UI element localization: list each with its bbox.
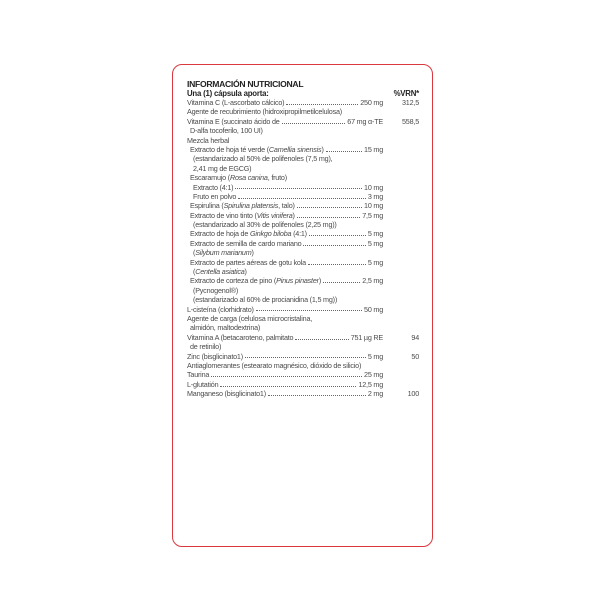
nutrient-row — [187, 380, 419, 389]
nutrient-amount: 15 mg — [364, 144, 383, 154]
nutrient-row — [187, 126, 419, 135]
nutrient-label: de retinilo) — [190, 342, 222, 352]
nutrition-title: INFORMACIÓN NUTRICIONAL — [187, 79, 304, 89]
nutrient-label: Agente de carga (celulosa microcristalina, — [187, 313, 313, 323]
nutrient-vrn: 312,5 — [402, 98, 419, 107]
nutrient-row — [187, 164, 419, 173]
nutrient-label: Zinc (bisglicinato1) — [187, 351, 243, 361]
nutrient-label: Extracto (4:1) — [193, 182, 234, 192]
nutrient-label: Manganeso (bisglicinato1) — [187, 389, 266, 399]
nutrient-amount: 2 mg — [367, 389, 383, 399]
dotted-leader — [286, 104, 358, 105]
nutrient-amount: 10 mg — [364, 182, 383, 192]
nutrient-row — [187, 352, 419, 361]
nutrient-row — [187, 192, 419, 201]
dotted-leader — [238, 198, 366, 199]
nutrition-header — [187, 89, 419, 98]
nutrient-label: Taurina — [187, 370, 210, 380]
nutrient-row — [187, 183, 419, 192]
nutrient-label: L-glutatión — [187, 379, 219, 389]
nutrient-row — [187, 333, 419, 342]
nutrient-label: Vitamina A (betacaroteno, palmitato — [187, 332, 294, 342]
dotted-leader — [256, 310, 362, 311]
nutrient-row — [187, 276, 419, 285]
vrn-column-header: %VRN* — [393, 89, 419, 98]
dotted-leader — [297, 217, 360, 218]
nutrient-label: Vitamina C (L-ascorbato cálcico) — [187, 98, 285, 107]
nutrient-amount: 67 mg α-TE — [347, 116, 383, 126]
nutrient-label: (estandarizado al 60% de procianidina (1,5 mg)) — [193, 295, 338, 305]
nutrient-row — [187, 136, 419, 145]
nutrient-label: Espirulina (Spirulina platensis, talo) — [190, 201, 295, 211]
nutrition-rows — [187, 98, 419, 399]
dotted-leader — [297, 207, 362, 208]
nutrient-row — [187, 370, 419, 379]
nutrient-label: almidón, maltodextrina) — [190, 323, 261, 333]
nutrient-label: Vitamina E (succinato ácido de — [187, 116, 280, 126]
nutrient-label: Extracto de semilla de cardo mariano — [190, 238, 302, 248]
nutrient-row — [187, 117, 419, 126]
nutrient-amount: 751 µg RE — [350, 332, 383, 342]
nutrient-row — [187, 286, 419, 295]
nutrient-row — [187, 305, 419, 314]
nutrient-label: (Pycnogenol®) — [193, 285, 239, 295]
nutrient-label: D-alfa tocoferilo, 100 UI) — [190, 126, 263, 136]
nutrient-amount: 2,5 mg — [362, 276, 383, 286]
nutrient-row — [187, 342, 419, 351]
nutrient-amount: 5 mg — [367, 257, 383, 267]
nutrient-label: Agente de recubrimiento (hidroxipropilmetilcelulosa) — [187, 107, 342, 117]
nutrient-row — [187, 323, 419, 332]
nutrient-row — [187, 98, 419, 107]
nutrient-amount: 7,5 mg — [362, 210, 383, 220]
nutrition-facts — [187, 80, 419, 399]
nutrient-row — [187, 239, 419, 248]
nutrient-row — [187, 220, 419, 229]
nutrient-row — [187, 314, 419, 323]
serving-label: Una (1) cápsula aporta: — [187, 89, 269, 98]
dotted-leader — [282, 123, 345, 124]
nutrient-label: Antiaglomerantes (estearato magnésico, dióxido de silicio) — [187, 360, 362, 370]
nutrient-label: Extracto de corteza de pino (Pinus pinaster) — [190, 276, 322, 286]
nutrient-label: Extracto de hoja té verde (Camellia sinensis) — [190, 144, 324, 154]
dotted-leader — [245, 357, 366, 358]
nutrient-label: Extracto de vino tinto (Vitis vinifera) — [190, 210, 295, 220]
nutrient-label: (Silybum marianum) — [193, 248, 254, 258]
dotted-leader — [323, 282, 360, 283]
nutrient-amount: 10 mg — [364, 201, 383, 211]
nutrient-row — [187, 389, 419, 398]
nutrient-row — [187, 211, 419, 220]
nutrient-vrn: 50 — [411, 351, 419, 361]
nutrient-row — [187, 154, 419, 163]
nutrient-label: Mezcla herbal — [187, 135, 230, 145]
nutrient-row — [187, 229, 419, 238]
nutrient-label: Fruto en polvo — [193, 191, 237, 201]
nutrient-row — [187, 248, 419, 257]
dotted-leader — [295, 339, 349, 340]
nutrient-row — [187, 361, 419, 370]
nutrient-vrn: 558,5 — [402, 116, 419, 126]
nutrient-row — [187, 267, 419, 276]
nutrient-row — [187, 295, 419, 304]
nutrient-label: 2,41 mg de EGCG) — [193, 163, 252, 173]
nutrient-row — [187, 107, 419, 116]
nutrient-amount: 5 mg — [367, 351, 383, 361]
nutrient-row — [187, 173, 419, 182]
dotted-leader — [303, 245, 366, 246]
nutrient-amount: 12,5 mg — [358, 379, 383, 389]
nutrient-vrn: 94 — [411, 332, 419, 342]
nutrient-label: (estandarizado al 50% de polifenoles (7,5 mg), — [193, 154, 333, 164]
nutrient-label: (Centella asiatica) — [193, 267, 247, 277]
nutrient-amount: 250 mg — [360, 98, 383, 107]
nutrient-vrn: 100 — [407, 389, 419, 399]
nutrient-label: Escaramujo (Rosa canina, fruto) — [190, 173, 287, 183]
nutrient-amount: 3 mg — [367, 191, 383, 201]
dotted-leader — [211, 376, 362, 377]
dotted-leader — [308, 264, 366, 265]
nutrient-amount: 5 mg — [367, 238, 383, 248]
nutrient-amount: 50 mg — [364, 304, 383, 314]
dotted-leader — [268, 395, 366, 396]
nutrient-row — [187, 201, 419, 210]
nutrient-label: Extracto de partes aéreas de gotu kola — [190, 257, 306, 267]
nutrient-row — [187, 258, 419, 267]
dotted-leader — [326, 151, 362, 152]
nutrient-row — [187, 145, 419, 154]
dotted-leader — [235, 188, 362, 189]
dotted-leader — [309, 235, 366, 236]
nutrient-label: (estandarizado al 30% de polifenoles (2,25 mg)) — [193, 220, 337, 230]
nutrient-amount: 5 mg — [367, 229, 383, 239]
nutrient-label: L-cisteína (clorhidrato) — [187, 304, 254, 314]
nutrient-amount: 25 mg — [364, 370, 383, 380]
nutrient-label: Extracto de hoja de Ginkgo biloba (4:1) — [190, 229, 307, 239]
dotted-leader — [220, 386, 356, 387]
